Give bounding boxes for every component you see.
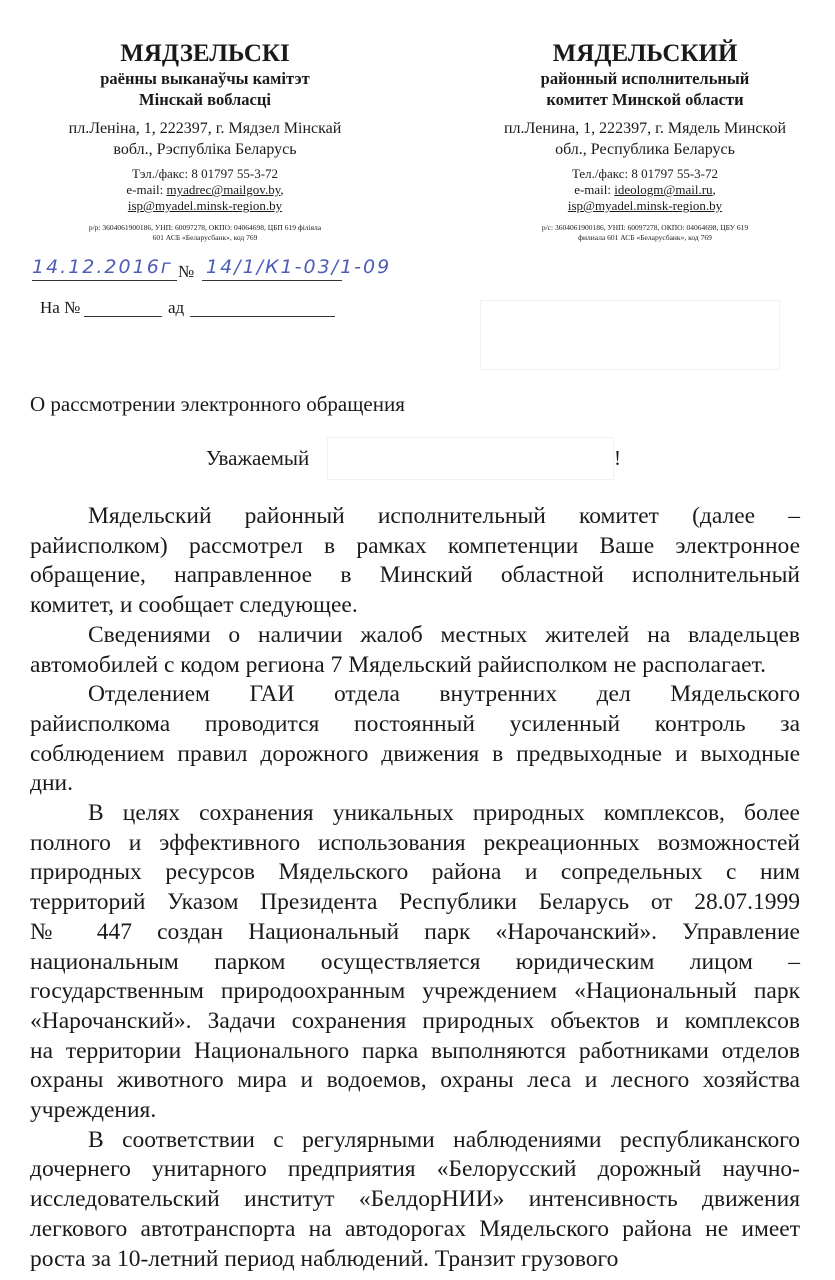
org-name: МЯДЕЛЬСКИЙ	[552, 40, 738, 67]
email-label: e-mail:	[126, 182, 167, 197]
paragraph	[30, 799, 800, 1126]
email-label: e-mail:	[574, 182, 615, 197]
text-line: комитет, и сообщает следующее.	[30, 592, 358, 619]
redacted-name	[327, 437, 614, 480]
text-line: роста за 10-летний период наблюдений. Транзит грузового	[30, 1245, 619, 1272]
handwritten-number: 14/1/К1-03/1-09	[206, 256, 392, 278]
text-line: охраны животного мира и водоемов, охраны леса и лесного хозяйства	[30, 1067, 800, 1094]
text-line: райисполкома проводится постоянный усиленный контроль за	[30, 710, 800, 737]
reply-number-blank	[84, 316, 162, 317]
text-line: дни.	[30, 770, 73, 797]
letter-subject: О рассмотрении электронного обращения	[30, 392, 405, 416]
text-line: обращение, направленное в Минский областной исполнительный	[30, 562, 800, 589]
paragraph	[30, 502, 800, 621]
org-region: Мінскай вобласці	[139, 90, 271, 109]
text-line: дочернего унитарного предприятия «Белорусский дорожный научно-	[30, 1156, 800, 1183]
letter-body	[30, 502, 800, 1274]
salutation: Уважаемый	[206, 446, 310, 470]
handwritten-date: 14.12.2016г	[32, 256, 173, 278]
text-line: на территории Национального парка выполняются работниками отделов	[30, 1037, 800, 1064]
email-link[interactable]: isp@myadel.minsk-region.by	[127, 198, 283, 213]
text-line: автомобилей с кодом региона 7 Мядельский райисполком не располагает.	[30, 651, 766, 678]
paragraph	[30, 621, 800, 680]
text-line: райисполком) рассмотрел в рамках компетенции Ваше электронное	[30, 532, 800, 559]
salutation-exclamation: !	[614, 446, 621, 470]
text-line: государственным природоохранным учреждением «Национальный парк	[30, 978, 800, 1005]
text-line: исследовательский институт «БелдорНИИ» интенсивность движения	[30, 1186, 800, 1213]
text-line: соблюдением правил дорожного движения в предвыходные и выходные	[30, 740, 800, 767]
text-line: В соответствии с регулярными наблюдениями республиканского	[88, 1126, 800, 1153]
bank-details: р/р: 3604061900186, УНП: 60097278, ОКПО: 04064698, ЦБП 619 філіяла	[88, 223, 322, 232]
redacted-addressee	[480, 300, 780, 370]
date-underline	[32, 280, 177, 281]
letterhead-belarusian: МЯДЗЕЛЬСКІ раённы выканаўчы камітэт Мінскай вобласці пл.Леніна, 1, 222397, г. Мядзел Мінскай вобл., Рэспубліка Беларусь Тэл./факс: 8 01797 55-3-72 e-mail: myadrec@mailgov.by, isp@myadel.minsk-region.by р/р: 3604061900186, УНП: 60097278, ОКПО: 04064698, ЦБП 619 філіяла 601 АСБ «Беларусбанк», код 769	[40, 40, 370, 243]
from-label: ад	[168, 298, 185, 317]
text-line: национальным парком осуществляется юридическим лицом –	[30, 948, 800, 975]
phone: Тел./факс: 8 01797 55-3-72	[571, 166, 719, 181]
text-line: Мядельский районный исполнительный комитет (далее –	[88, 503, 800, 529]
text-line: Отделением ГАИ отдела внутренних дел Мядельского	[88, 681, 800, 708]
text-line: В целях сохранения уникальных природных комплексов, более	[88, 800, 800, 827]
bank-details: 601 АСБ «Беларусбанк», код 769	[152, 233, 258, 242]
bank-details: р/с: 3604061900186, УНП: 60097278, ОКПО: 04064698, ЦБУ 619	[541, 223, 749, 232]
text-line: территорий Указом Президента Республики Беларусь от 28.07.1999	[30, 889, 800, 916]
email-link[interactable]: isp@myadel.minsk-region.by	[567, 198, 723, 213]
bank-details: филиала 601 АСБ «Беларусбанк», код 769	[578, 233, 712, 242]
address-line: пл.Ленина, 1, 222397, г. Мядель Минской	[503, 120, 787, 137]
address-line: вобл., Рэспубліка Беларусь	[113, 141, 297, 158]
reply-to-label: На №	[40, 298, 81, 317]
email-link[interactable]: ideologm@mail.ru	[614, 182, 713, 197]
text-line: «Нарочанский». Задачи сохранения природных объектов и комплексов	[30, 1007, 800, 1034]
phone: Тэл./факс: 8 01797 55-3-72	[131, 166, 279, 181]
text-line: легкового автотранспорта на автодорогах Мядельского района не имеет	[30, 1215, 800, 1242]
org-name: МЯДЗЕЛЬСКІ	[120, 40, 290, 67]
text-line: полного и эффективного использования рекреационных возможностей	[30, 829, 800, 856]
text-line: учреждения.	[30, 1097, 157, 1124]
paragraph	[30, 1126, 800, 1275]
letterhead-russian: МЯДЕЛЬСКИЙ районный исполнительный комитет Минской области пл.Ленина, 1, 222397, г. Мядель Минской обл., Республика Беларусь Тел./факс: 8 01797 55-3-72 e-mail: ideologm@mail.ru, isp@myadel.minsk-region.by р/с: 3604061900186, УНП: 60097278, ОКПО: 04064698, ЦБУ 619 филиала 601 АСБ «Беларусбанк», код 769	[485, 40, 805, 243]
org-region: комитет Минской области	[546, 90, 744, 109]
org-subtitle: районный исполнительный	[540, 69, 750, 88]
text-line: № 447 создан Национальный парк «Нарочанский». Управление	[30, 918, 800, 945]
address-line: обл., Республика Беларусь	[555, 141, 735, 158]
org-subtitle: раённы выканаўчы камітэт	[100, 69, 310, 88]
reply-date-blank	[190, 316, 335, 317]
number-label: №	[178, 262, 195, 281]
text-line: Сведениями о наличии жалоб местных жителей на владельцев	[88, 621, 800, 648]
number-underline	[202, 280, 342, 281]
paragraph	[30, 680, 800, 799]
text-line: природных ресурсов Мядельского района и сопредельных с ним	[30, 859, 800, 886]
address-line: пл.Леніна, 1, 222397, г. Мядзел Мінскай	[68, 120, 342, 137]
email-link[interactable]: myadrec@mailgov.by	[166, 182, 281, 197]
